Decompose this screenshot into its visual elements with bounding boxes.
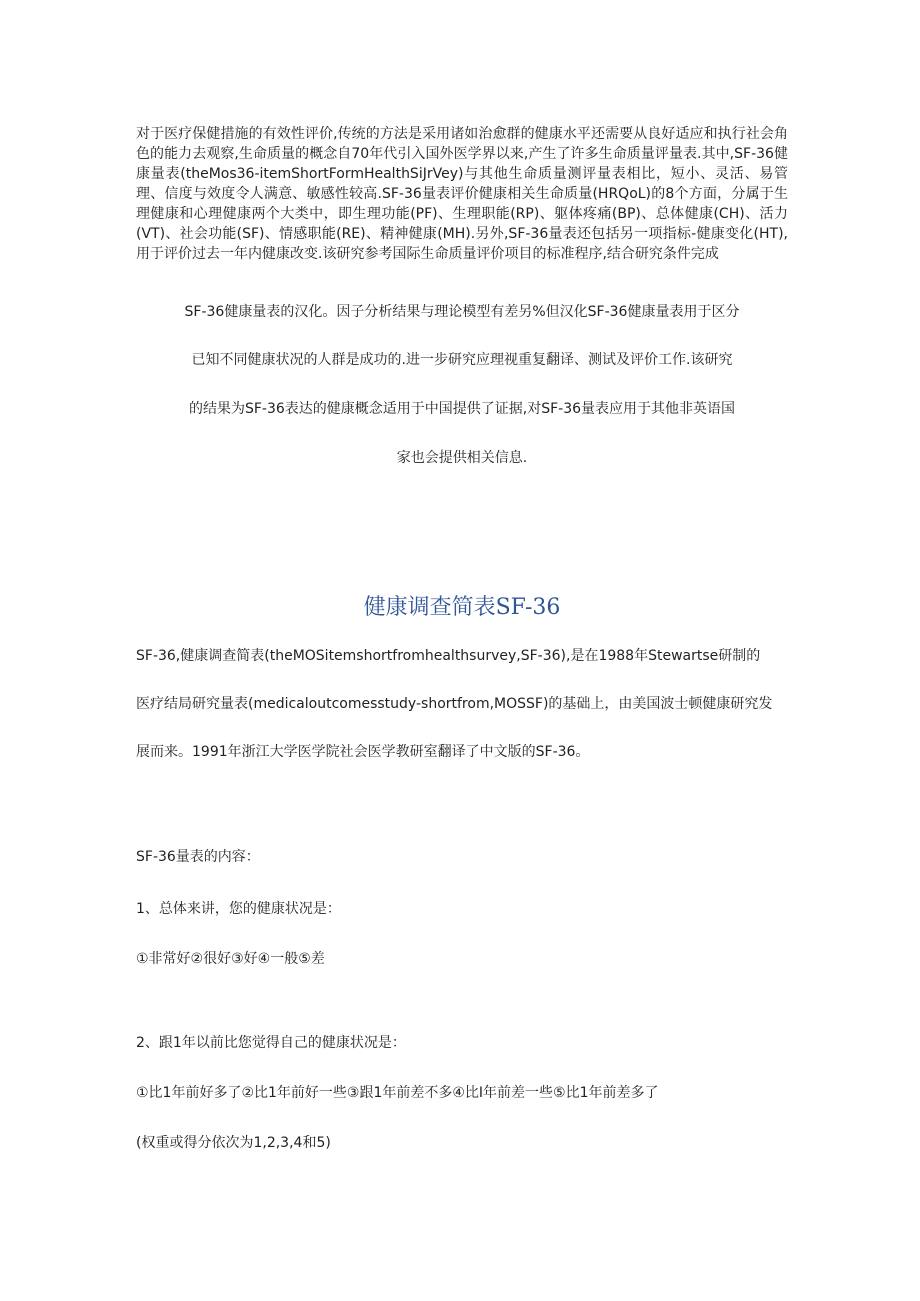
question-2-options: ①比1年前好多了②比1年前好一些③跟1年前差不多④比I年前差一些⑤比1年前差多了 (136, 1085, 659, 1101)
section-title: 健康调查简表SF-36 (363, 595, 561, 620)
body-line-1: SF-36,健康调查简表(theMOSitemshortfromhealthsurvey,SF-36),是在1988年Stewartse研制的 (136, 648, 761, 664)
question-1: 1、总体来讲，您的健康状况是： (136, 901, 341, 917)
body-line-3: 展而来。1991年浙江大学医学院社会医学教研室翻译了中文版的SF-36。 (136, 744, 590, 760)
question-1-options: ①非常好②很好③好④一般⑤差 (136, 951, 325, 967)
scoring-note: (权重或得分依次为1,2,3,4和5) (136, 1135, 331, 1151)
centered-line-2: 已知不同健康状况的人群是成功的.进一步研究应理视重复翻译、测试及评价工作.该研究 (191, 352, 733, 368)
centered-line-4: 家也会提供相关信息. (396, 450, 528, 466)
intro-paragraph: 对于医疗保健措施的有效性评价,传统的方法是采用诸如治愈群的健康水平还需要从良好适应和执行社会角色的能力去观察,生命质量的概念自70年代引入国外医学界以来,产生了许多生命质量评量表.其中,SF-36健康量表(theMos36-itemShortFormHealthSiJrVey)与其他生命质量测评量表相比，短小、灵活、易管理、信度与效度令人满意、敏感性较高.SF-36量表评价健康相关生命质量(HRQoL)的8个方面，分属于生理健康和心理健康两个大类中，即生理功能(PF)、生理职能(RP)、躯体疼痛(BP)、总体健康(CH)、活力(VT)、社会功能(SF)、情感职能(RE)、精神健康(MH).另外,SF-36量表还包括另一项指标-健康变化(HT),用于评价过去一年内健康改变.该研究参考国际生命质量评价项目的标准程序,结合研究条件完成 (136, 126, 788, 262)
centered-line-3: 的结果为SF-36表达的健康概念适用于中国提供了证据,对SF-36量表应用于其他非英语国 (188, 401, 736, 417)
content-heading: SF-36量表的内容： (136, 849, 260, 865)
body-line-2: 医疗结局研究量表(medicaloutcomesstudy-shortfrom,MOSSF)的基础上，由美国波士顿健康研究发 (136, 696, 773, 712)
centered-line-1: SF-36健康量表的汉化。因子分析结果与理论模型有差另%但汉化SF-36健康量表用于区分 (184, 304, 740, 320)
question-2: 2、跟1年以前比您觉得自己的健康状况是： (136, 1035, 406, 1051)
